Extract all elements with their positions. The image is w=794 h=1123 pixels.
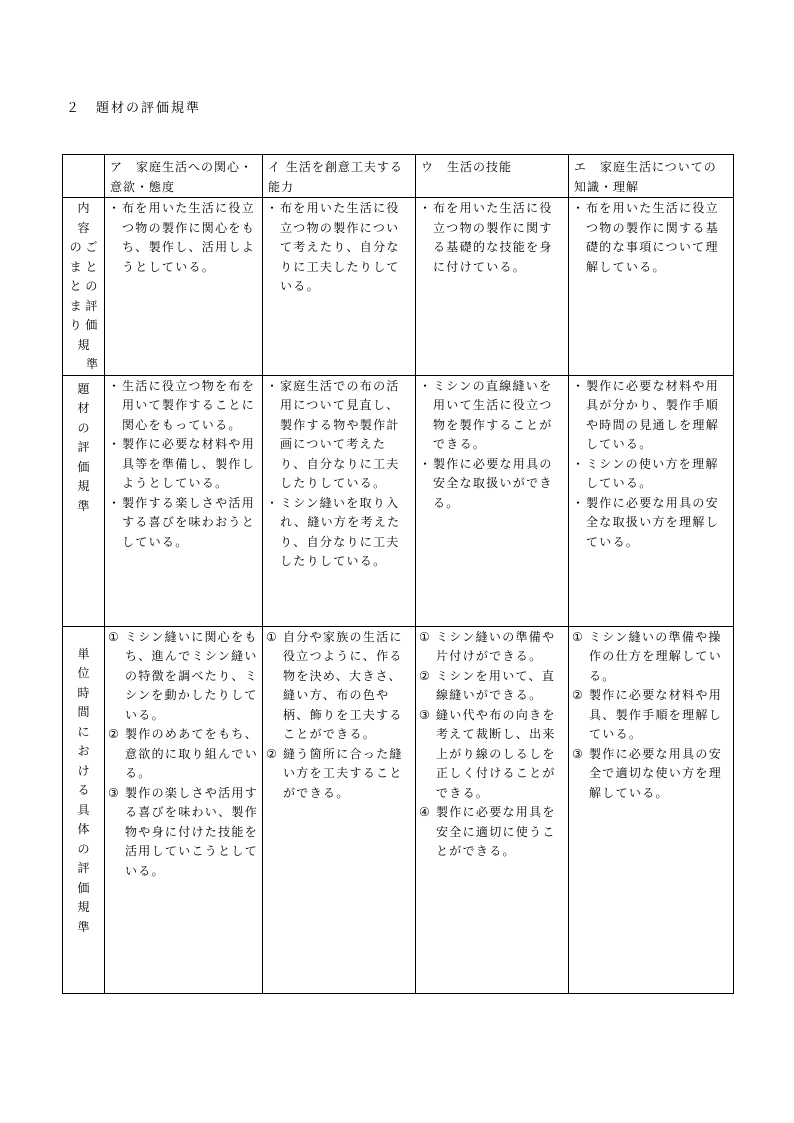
criteria-item <box>572 686 730 745</box>
item-number: ① <box>266 629 279 644</box>
criteria-list <box>105 376 262 553</box>
bullet-marker: ・ <box>419 456 433 471</box>
criteria-item <box>108 199 259 277</box>
criteria-item <box>419 628 565 667</box>
criteria-text: 製作に必要な材料や用具が分かり、製作手順や時間の見通しを理解している。 <box>586 378 720 451</box>
criteria-list <box>263 376 415 572</box>
row-label-cell <box>63 375 105 626</box>
header-cell-i: イ 生活を創意工夫する能力 <box>263 155 416 198</box>
row-label: 内 容 の ご ま と と の ま 評 り 価 規 準 <box>69 201 98 371</box>
criteria-text: ミシン縫いの準備や片付けができる。 <box>436 629 556 663</box>
item-number: ③ <box>108 785 121 800</box>
bullet-marker: ・ <box>266 495 280 510</box>
criteria-list <box>105 198 262 277</box>
bullet-marker: ・ <box>572 456 586 471</box>
bullet-marker: ・ <box>419 378 433 393</box>
criteria-text: ミシン縫いに関心をもち、進んでミシン縫いの特徴を調べたり、ミシンを動かしたりしている。 <box>125 629 259 722</box>
criteria-item <box>266 199 412 297</box>
header-row <box>63 155 734 198</box>
criteria-item <box>419 455 565 514</box>
table-row <box>63 198 734 376</box>
item-number: ① <box>419 629 432 644</box>
criteria-item <box>266 377 412 494</box>
criteria-item <box>572 199 730 277</box>
criteria-item <box>419 199 565 277</box>
criteria-item <box>108 628 259 726</box>
criteria-list <box>263 627 415 804</box>
bullet-marker: ・ <box>572 378 586 393</box>
criteria-text: 製作に必要な用具を安全に適切に使うことができる。 <box>436 805 556 858</box>
criteria-cell <box>105 375 263 626</box>
header-cell-a: ア 家庭生活への関心・意欲・態度 <box>105 155 263 198</box>
criteria-text: 製作に必要な用具の安全で適切な使い方を理解している。 <box>589 746 723 800</box>
criteria-cell <box>416 198 569 376</box>
item-number: ② <box>108 727 121 741</box>
criteria-cell <box>416 375 569 626</box>
bullet-marker: ・ <box>108 437 122 451</box>
header-cell-e: エ 家庭生活についての知識・理解 <box>569 155 734 198</box>
table-row <box>63 626 734 993</box>
criteria-list <box>569 627 733 804</box>
criteria-cell <box>416 626 569 993</box>
criteria-text: 布を用いた生活に役立つ物の製作について考えたり、自分なりに工夫したりしている。 <box>280 201 400 293</box>
criteria-list <box>569 376 733 553</box>
criteria-text: 製作に必要な用具の安全な取扱いができる。 <box>433 456 553 510</box>
criteria-text: ミシンの使い方を理解している。 <box>586 456 719 490</box>
bullet-marker: ・ <box>108 378 122 393</box>
criteria-item <box>108 435 259 494</box>
criteria-cell <box>569 198 734 376</box>
criteria-list <box>416 198 568 277</box>
criteria-text: ミシン縫いの準備や操作の仕方を理解している。 <box>589 629 723 683</box>
criteria-item <box>419 667 565 706</box>
criteria-item <box>108 784 259 882</box>
criteria-item <box>572 455 730 494</box>
criteria-item <box>419 803 565 862</box>
item-number: ① <box>108 629 121 644</box>
bullet-marker: ・ <box>266 378 280 393</box>
item-number: ① <box>572 629 585 644</box>
criteria-text: 製作に必要な材料や用具、製作手順を理解している。 <box>589 688 723 741</box>
criteria-cell <box>105 626 263 993</box>
criteria-item <box>108 725 259 784</box>
criteria-cell <box>263 375 416 626</box>
bullet-marker: ・ <box>572 201 586 215</box>
criteria-list <box>105 627 262 882</box>
bullet-marker: ・ <box>419 201 433 215</box>
item-number: ③ <box>572 746 585 761</box>
bullet-marker: ・ <box>572 495 586 510</box>
criteria-cell <box>569 626 734 993</box>
criteria-item <box>266 628 412 745</box>
item-number: ③ <box>419 707 432 722</box>
criteria-text: 布を用いた生活に役立つ物の製作に関する基礎的な事項について理解している。 <box>586 201 720 274</box>
criteria-cell <box>263 198 416 376</box>
criteria-item <box>266 494 412 572</box>
criteria-text: ミシンの直線縫いを用いて生活に役立つ物を製作することができる。 <box>433 378 553 451</box>
criteria-list <box>416 627 568 862</box>
evaluation-criteria-table <box>62 154 734 994</box>
row-label: 題材の評価規準 <box>77 381 90 513</box>
section-title: ２ 題材の評価規準 <box>66 101 202 116</box>
item-number: ④ <box>419 805 432 819</box>
row-label: 単位時間における具体の評価規準 <box>77 646 90 934</box>
header-corner-cell <box>63 155 105 198</box>
criteria-item <box>572 628 730 687</box>
row-label-cell <box>63 198 105 376</box>
criteria-text: 布を用いた生活に役立つ物の製作に関する基礎的な技能を身に付けている。 <box>433 201 553 274</box>
item-number: ② <box>266 746 279 761</box>
criteria-text: 生活に役立つ物を布を用いて製作することに関心をもっている。 <box>122 378 256 432</box>
criteria-item <box>419 377 565 455</box>
bullet-marker: ・ <box>108 201 122 215</box>
criteria-text: 自分や家族の生活に役立つように、作る物を決め、大きさ、縫い方、布の色や柄、飾りを工夫することができる。 <box>283 629 403 741</box>
table-row <box>63 375 734 626</box>
criteria-text: ミシン縫いを取り入れ、縫い方を考えたり、自分なりに工夫したりしている。 <box>280 495 401 568</box>
criteria-text: 縫い代や布の向きを考えて裁断し、出来上がり線のしるしを正しく付けることができる。 <box>436 707 556 800</box>
row-label-cell <box>63 626 105 993</box>
criteria-item <box>266 745 412 804</box>
criteria-text: 製作の楽しさや活用する喜びを味わい、製作物や身に付けた技能を活用していこうとしている。 <box>125 785 259 878</box>
criteria-list <box>263 198 415 297</box>
criteria-list <box>569 198 733 277</box>
criteria-cell <box>105 198 263 376</box>
criteria-text: 製作のめあてをもち、意欲的に取り組んでいる。 <box>125 727 259 780</box>
bullet-marker: ・ <box>266 201 280 215</box>
item-number: ② <box>419 668 432 683</box>
header-cell-u: ウ 生活の技能 <box>416 155 569 198</box>
criteria-item <box>108 377 259 436</box>
criteria-text: 製作に必要な用具の安全な取扱い方を理解している。 <box>586 495 720 549</box>
criteria-cell <box>569 375 734 626</box>
criteria-list <box>416 376 568 514</box>
criteria-item <box>572 494 730 553</box>
criteria-text: 布を用いた生活に役立つ物の製作に関心をもち、製作し、活用しようとしている。 <box>122 201 256 274</box>
criteria-item <box>572 377 730 455</box>
criteria-item <box>572 745 730 804</box>
criteria-item <box>108 494 259 553</box>
criteria-cell <box>263 626 416 993</box>
criteria-item <box>419 706 565 804</box>
item-number: ② <box>572 688 585 702</box>
criteria-text: ミシンを用いて、直線縫いができる。 <box>436 668 556 702</box>
criteria-text: 製作する楽しさや活用する喜びを味わおうとしている。 <box>122 495 256 549</box>
criteria-text: 家庭生活での布の活用について見直し、製作する物や製作計画について考えたり、自分なりに工夫したりしている。 <box>280 378 400 490</box>
bullet-marker: ・ <box>108 495 122 510</box>
criteria-text: 縫う箇所に合った縫い方を工夫することができる。 <box>283 746 403 800</box>
criteria-text: 製作に必要な材料や用具等を準備し、製作しようとしている。 <box>122 437 256 490</box>
